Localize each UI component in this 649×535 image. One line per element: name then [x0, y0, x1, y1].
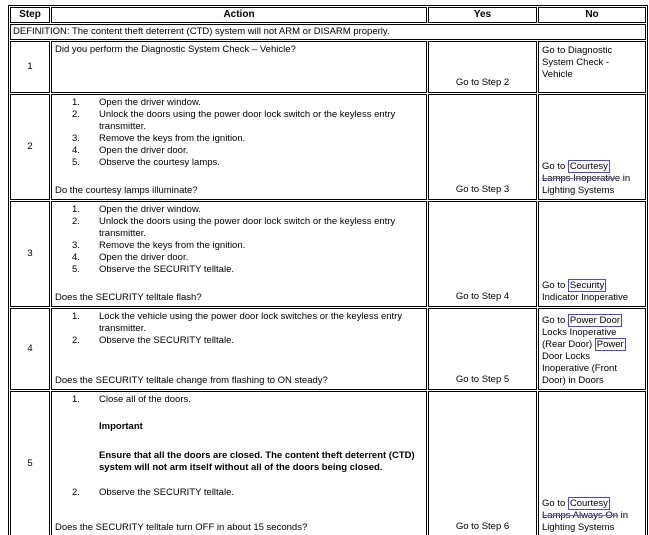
no-instruction-text: Indicator Inoperative	[542, 292, 629, 303]
power-door-locks-inoperative-front-link[interactable]: Power	[596, 339, 624, 350]
no-instruction-text: Go to Diagnostic	[542, 45, 613, 56]
action-cell	[51, 308, 427, 390]
list-item-number: 2.	[72, 216, 80, 227]
no-instruction	[538, 308, 646, 390]
courtesy-lamps-always-on-link[interactable]: Courtesy	[569, 498, 608, 509]
no-instruction-text: Go to	[542, 161, 568, 172]
list-item-text: Observe the SECURITY telltale.	[99, 335, 234, 346]
no-instruction-text: (Rear Door)	[542, 339, 595, 350]
list-item	[55, 394, 423, 406]
list-item-text: Open the driver door.	[99, 145, 189, 156]
list-item	[55, 145, 423, 157]
no-instruction-text: System Check -	[542, 57, 610, 68]
list-item-text: Remove the keys from the ignition.	[99, 240, 246, 251]
action-content	[55, 204, 423, 304]
list-item	[55, 487, 423, 499]
list-item-number: 4.	[72, 145, 80, 156]
no-instruction	[538, 391, 646, 535]
security-indicator-inoperative-link[interactable]: Security	[569, 280, 605, 291]
action-question: Does the SECURITY telltale flash?	[55, 292, 202, 303]
step-row	[10, 201, 646, 307]
no-instruction-text: Vehicle	[542, 69, 573, 80]
power-door-locks-inoperative-rear-link[interactable]: Power Door	[569, 315, 621, 326]
action-cell	[51, 201, 427, 307]
list-item-number: 2.	[72, 109, 80, 120]
definition-text: DEFINITION: The content theft deterrent (CTD) system will not ARM or DISARM properly.	[10, 24, 646, 40]
action-content	[55, 97, 423, 197]
action-question: Do the courtesy lamps illuminate?	[55, 185, 198, 196]
step-number: 1	[10, 41, 50, 93]
list-item	[55, 97, 423, 109]
action-cell	[51, 94, 427, 200]
list-item	[55, 240, 423, 252]
yes-instruction: Go to Step 6	[428, 391, 537, 535]
action-cell	[51, 41, 427, 93]
list-item	[55, 133, 423, 145]
list-item-text: Observe the SECURITY telltale.	[99, 487, 234, 498]
yes-instruction: Go to Step 4	[428, 201, 537, 307]
list-item-text: Close all of the doors.	[99, 394, 191, 405]
step-row	[10, 308, 646, 390]
no-instruction-text: Door Locks	[542, 351, 591, 362]
no-instruction-text: Go to	[542, 315, 568, 326]
list-item	[55, 252, 423, 264]
header-action: Action	[51, 7, 427, 23]
list-item-number: 1.	[72, 311, 80, 322]
no-instruction-text: Go to	[542, 280, 568, 291]
important-heading: Important	[99, 421, 143, 432]
list-item-text: Open the driver door.	[99, 252, 189, 263]
definition-row	[10, 24, 646, 40]
list-item-number: 5.	[72, 264, 80, 275]
action-content	[55, 311, 423, 387]
list-item-text: Observe the SECURITY telltale.	[99, 264, 234, 275]
no-instruction-text: Locks Inoperative	[542, 327, 617, 338]
header-step: Step	[10, 7, 50, 23]
list-item	[55, 264, 423, 276]
list-item-number: 3.	[72, 133, 80, 144]
action-content	[55, 44, 423, 90]
no-instruction-text: in	[618, 510, 629, 521]
action-question: Did you perform the Diagnostic System Check – Vehicle?	[55, 44, 296, 55]
step-number: 3	[10, 201, 50, 307]
list-item-text: Open the driver window.	[99, 204, 201, 215]
no-instruction-text: Lighting Systems	[542, 185, 615, 196]
step-number: 5	[10, 391, 50, 535]
list-item-text: Unlock the doors using the power door lock switch or the keyless entry transmitter.	[99, 216, 396, 239]
list-item-number: 2.	[72, 487, 80, 498]
no-instruction	[538, 201, 646, 307]
no-instruction-text: Inoperative (Front	[542, 363, 617, 374]
list-item-text: Lock the vehicle using the power door lock switches or the keyless entry transmitter.	[99, 311, 403, 334]
step-row	[10, 94, 646, 200]
step-number: 2	[10, 94, 50, 200]
yes-instruction: Go to Step 5	[428, 308, 537, 390]
action-question: Does the SECURITY telltale turn OFF in about 15 seconds?	[55, 522, 308, 533]
no-instruction-text: in	[620, 173, 631, 184]
courtesy-lamps-inoperative-link[interactable]: Courtesy	[569, 161, 608, 172]
list-item	[55, 157, 423, 169]
no-instruction-text: Go to	[542, 498, 568, 509]
no-instruction-text: Lighting Systems	[542, 522, 615, 533]
list-item-number: 5.	[72, 157, 80, 168]
list-item	[55, 216, 423, 240]
list-item	[55, 335, 423, 347]
action-question: Does the SECURITY telltale change from flashing to ON steady?	[55, 375, 328, 386]
table-header-row	[10, 7, 646, 23]
step-row	[10, 41, 646, 93]
step-number: 4	[10, 308, 50, 390]
list-item-text: Unlock the doors using the power door lock switch or the keyless entry transmitter.	[99, 109, 396, 132]
header-yes: Yes	[428, 7, 537, 23]
list-item-text: Observe the courtesy lamps.	[99, 157, 220, 168]
yes-instruction: Go to Step 2	[428, 41, 537, 93]
list-item-number: 2.	[72, 335, 80, 346]
list-item-text: Open the driver window.	[99, 97, 201, 108]
list-item-number: 3.	[72, 240, 80, 251]
courtesy-lamps-always-on-link[interactable]: Lamps Always On	[542, 510, 619, 521]
list-item	[55, 204, 423, 216]
courtesy-lamps-inoperative-link[interactable]: Lamps Inoperative	[542, 173, 621, 184]
action-cell	[51, 391, 427, 535]
header-no: No	[538, 7, 646, 23]
list-item	[55, 311, 423, 335]
important-text: Ensure that all the doors are closed. The content theft deterrent (CTD) system will not arm itself without all of the doors being closed.	[99, 450, 415, 473]
list-item	[55, 109, 423, 133]
no-instruction	[538, 94, 646, 200]
step-row	[10, 391, 646, 535]
list-item-number: 1.	[72, 394, 80, 405]
ctd-diagnostic-table	[8, 5, 648, 535]
list-item-number: 1.	[72, 97, 80, 108]
list-item-number: 4.	[72, 252, 80, 263]
list-item-text: Remove the keys from the ignition.	[99, 133, 246, 144]
list-item-number: 1.	[72, 204, 80, 215]
action-content	[55, 394, 423, 534]
no-instruction	[538, 41, 646, 93]
yes-instruction: Go to Step 3	[428, 94, 537, 200]
no-instruction-text: Door) in Doors	[542, 375, 604, 386]
